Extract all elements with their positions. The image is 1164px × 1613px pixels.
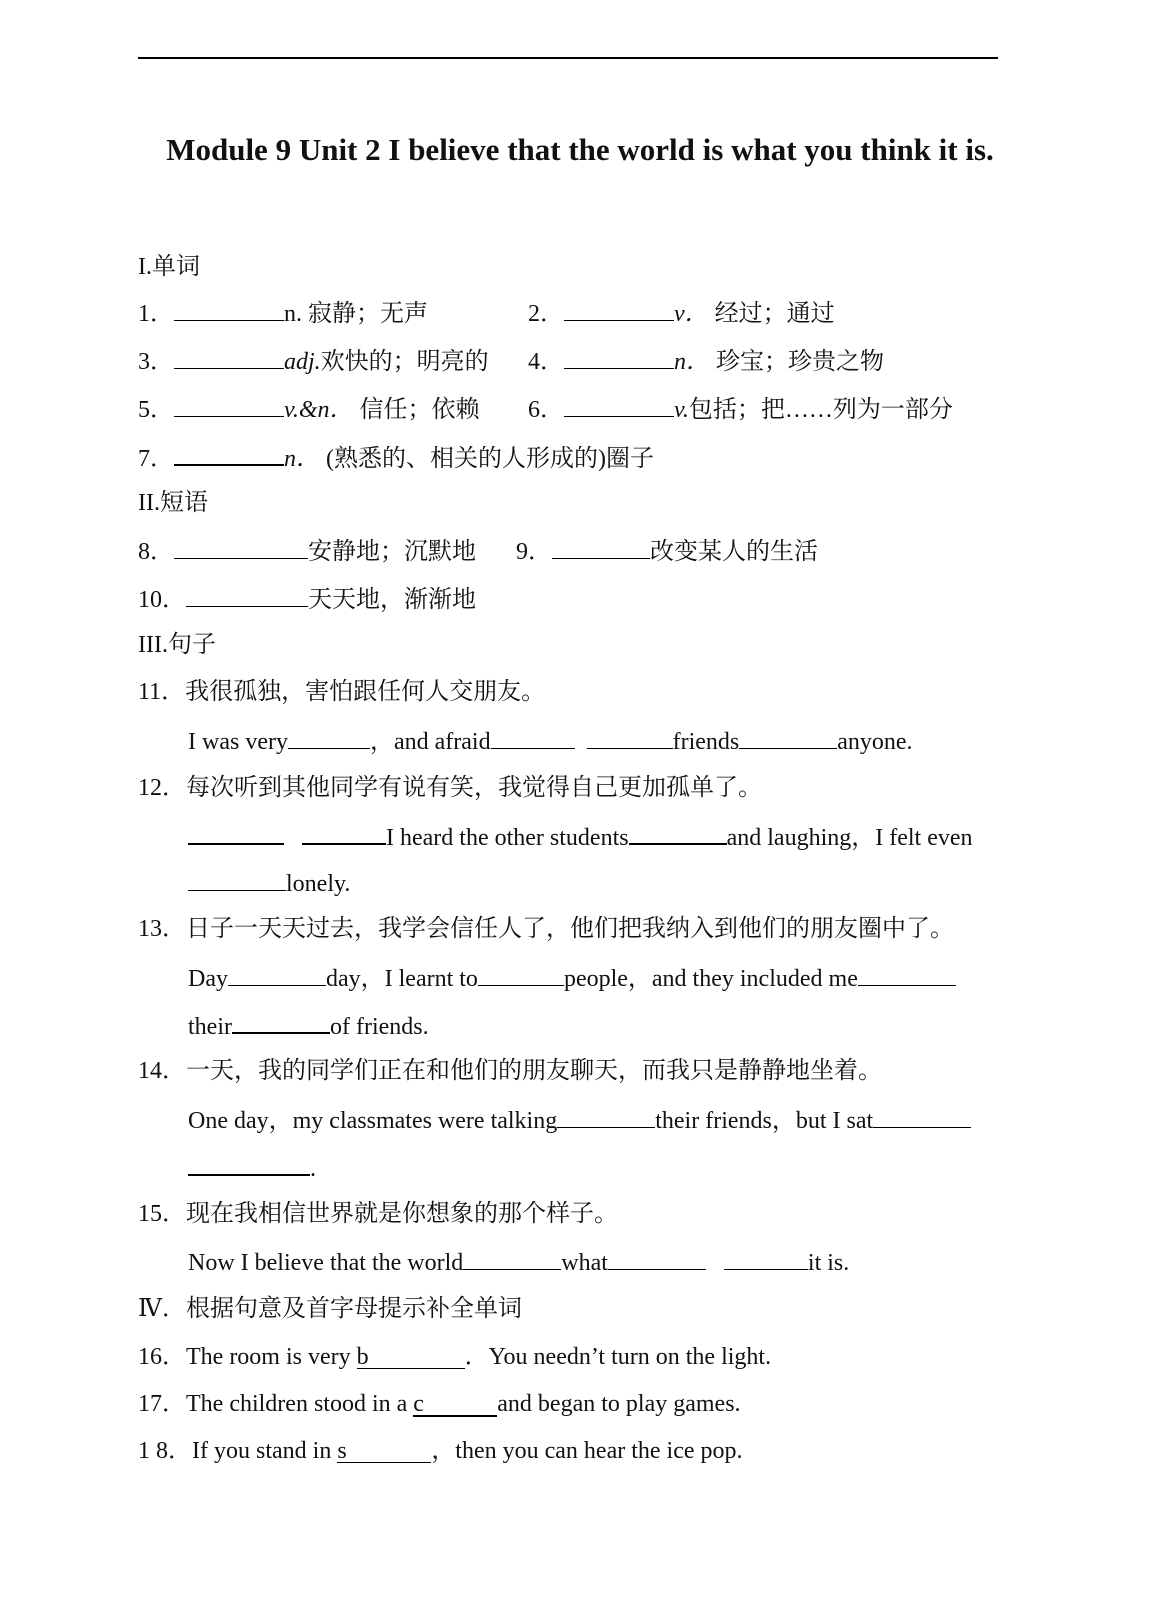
part-of-speech: adj. bbox=[284, 349, 321, 375]
phrase-item-8 bbox=[138, 536, 476, 567]
first-letter-hint: s bbox=[337, 1438, 347, 1464]
meaning: 改变某人的生活 bbox=[650, 539, 818, 565]
answer-blank[interactable] bbox=[491, 726, 575, 749]
meaning: 珍宝；珍贵之物 bbox=[716, 349, 884, 375]
part-of-speech: v. bbox=[674, 397, 689, 423]
vocab-item-5 bbox=[138, 394, 480, 425]
answer-blank[interactable] bbox=[564, 346, 674, 369]
answer-blank[interactable] bbox=[188, 821, 284, 845]
first-letter-hint: c bbox=[413, 1391, 424, 1417]
part-of-speech: v.&n． bbox=[284, 397, 354, 423]
answer-blank[interactable] bbox=[174, 394, 284, 417]
answer-blank[interactable] bbox=[564, 298, 674, 321]
item-number: 15． bbox=[138, 1201, 186, 1227]
sentence-12-english-cont: lonely. bbox=[188, 868, 350, 899]
meaning: 欢快的；明亮的 bbox=[320, 349, 489, 375]
section-heading-sentences: III.句子 bbox=[138, 632, 216, 658]
fill-item-18: 1 8．If you stand in s ，then you can hear the ice pop. bbox=[138, 1438, 743, 1464]
answer-blank[interactable] bbox=[608, 1247, 706, 1270]
item-number: 11． bbox=[138, 679, 186, 705]
answer-blank[interactable] bbox=[174, 346, 284, 369]
answer-blank[interactable] bbox=[232, 1010, 330, 1034]
vocab-item-2 bbox=[528, 298, 835, 329]
sentence-15-chinese: 15．现在我相信世界就是你想象的那个样子。 bbox=[138, 1201, 618, 1227]
item-number: 5． bbox=[138, 397, 174, 423]
meaning: (熟悉的、相关的人形成的)圈子 bbox=[326, 446, 654, 472]
answer-blank[interactable] bbox=[174, 298, 284, 321]
answer-blank[interactable] bbox=[188, 868, 286, 891]
item-number: 16． bbox=[138, 1344, 186, 1370]
answer-blank[interactable] bbox=[557, 1105, 655, 1128]
meaning: 包括；把……列为一部分 bbox=[688, 397, 953, 423]
section-heading-fill: Ⅳ．根据句意及首字母提示补全单词 bbox=[138, 1296, 522, 1322]
sentence-11-english: I was very ，and afraid friends anyone. bbox=[188, 726, 913, 757]
item-number: 1． bbox=[138, 301, 174, 327]
item-number: 4． bbox=[528, 349, 564, 375]
sentence-11-chinese: 11．我很孤独，害怕跟任何人交朋友。 bbox=[138, 679, 546, 705]
answer-blank[interactable] bbox=[174, 536, 308, 559]
item-number: 17． bbox=[138, 1391, 186, 1417]
sentence-13-english: Day day，I learnt to people，and they included me bbox=[188, 963, 956, 994]
vocab-item-4 bbox=[528, 346, 884, 377]
answer-blank[interactable] bbox=[873, 1105, 971, 1128]
answer-blank[interactable] bbox=[174, 442, 284, 466]
page-title: Module 9 Unit 2 I believe that the world is what you think it is. bbox=[166, 132, 994, 167]
sentence-15-english: Now I believe that the world what it is. bbox=[188, 1247, 849, 1278]
fill-item-17: 17．The children stood in a c and began to play games. bbox=[138, 1391, 741, 1417]
answer-blank[interactable] bbox=[302, 821, 386, 845]
answer-blank[interactable] bbox=[188, 1152, 310, 1176]
sentence-12-chinese: 12．每次听到其他同学有说有笑，我觉得自己更加孤单了。 bbox=[138, 775, 762, 801]
answer-blank[interactable] bbox=[357, 1346, 465, 1369]
top-rule bbox=[138, 57, 998, 59]
answer-blank[interactable] bbox=[186, 584, 308, 607]
answer-blank[interactable] bbox=[587, 726, 673, 749]
answer-blank[interactable] bbox=[724, 1247, 808, 1270]
sentence-14-english: One day，my classmates were talking their friends，but I sat bbox=[188, 1105, 971, 1136]
sentence-14-chinese: 14．一天，我的同学们正在和他们的朋友聊天，而我只是静静地坐着。 bbox=[138, 1058, 882, 1084]
vocab-item-6 bbox=[528, 394, 953, 425]
item-number: 3． bbox=[138, 349, 174, 375]
vocab-item-3 bbox=[138, 346, 489, 377]
sentence-12-english: I heard the other students and laughing，I felt even bbox=[188, 821, 973, 853]
part-of-speech: n. bbox=[284, 301, 302, 327]
item-number: 9． bbox=[516, 539, 552, 565]
meaning: 天天地，渐渐地 bbox=[308, 587, 476, 613]
answer-blank[interactable] bbox=[463, 1247, 561, 1270]
answer-blank[interactable] bbox=[337, 1440, 431, 1463]
item-number: 14． bbox=[138, 1058, 186, 1084]
vocab-item-1 bbox=[138, 298, 428, 329]
answer-blank[interactable] bbox=[629, 821, 727, 845]
phrase-item-10 bbox=[138, 584, 476, 615]
answer-blank[interactable] bbox=[552, 536, 650, 559]
meaning: 经过；通过 bbox=[714, 301, 835, 327]
item-number: 6． bbox=[528, 397, 564, 423]
answer-blank[interactable] bbox=[739, 726, 837, 749]
part-of-speech: n． bbox=[284, 446, 320, 472]
meaning: 寂静；无声 bbox=[308, 301, 428, 327]
item-number: 1 8． bbox=[138, 1438, 192, 1464]
sentence-13-chinese: 13．日子一天天过去，我学会信任人了，他们把我纳入到他们的朋友圈中了。 bbox=[138, 916, 954, 942]
item-number: 7． bbox=[138, 446, 174, 472]
meaning: 信任；依赖 bbox=[359, 397, 480, 423]
part-of-speech: v． bbox=[674, 301, 709, 327]
answer-blank[interactable] bbox=[478, 963, 564, 986]
part-of-speech: n． bbox=[674, 349, 710, 375]
sentence-13-english-cont: their of friends. bbox=[188, 1010, 429, 1042]
sentence-14-english-cont: . bbox=[188, 1152, 316, 1184]
item-number: 10． bbox=[138, 587, 186, 613]
item-number: 8． bbox=[138, 539, 174, 565]
item-number: 12． bbox=[138, 775, 186, 801]
answer-blank[interactable] bbox=[228, 963, 326, 986]
section-heading-phrases: II.短语 bbox=[138, 490, 208, 516]
section-heading-vocab: I.单词 bbox=[138, 254, 200, 280]
answer-blank[interactable] bbox=[288, 726, 370, 749]
item-number: 2． bbox=[528, 301, 564, 327]
first-letter-hint: b bbox=[356, 1344, 369, 1370]
answer-blank[interactable] bbox=[564, 394, 674, 417]
answer-blank[interactable] bbox=[858, 963, 956, 986]
fill-item-16: 16．The room is very b ．You needn’t turn on the light. bbox=[138, 1344, 772, 1370]
meaning: 安静地；沉默地 bbox=[308, 539, 476, 565]
phrase-item-9 bbox=[516, 536, 818, 567]
vocab-item-7 bbox=[138, 442, 654, 474]
item-number: 13． bbox=[138, 916, 186, 942]
answer-blank[interactable] bbox=[413, 1393, 497, 1417]
